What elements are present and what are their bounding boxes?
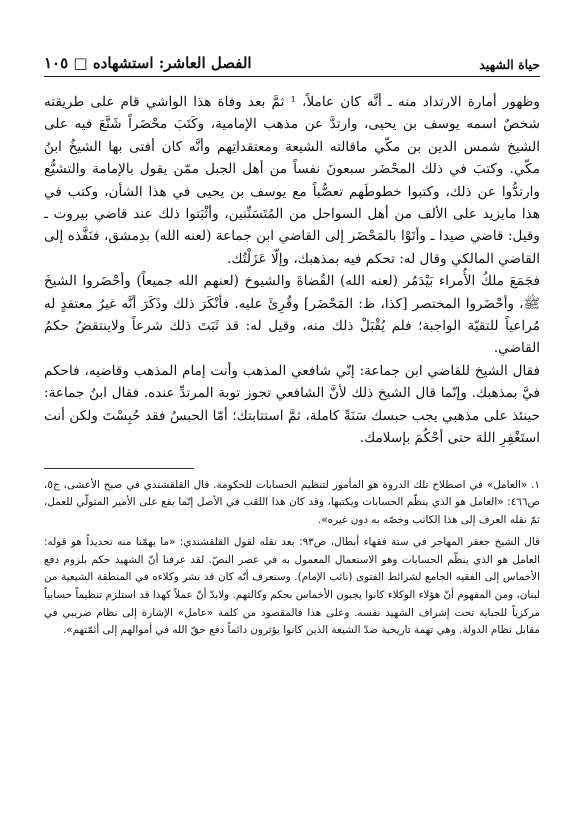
footnote-divider (44, 468, 194, 469)
footnotes (44, 477, 540, 640)
main-text (44, 91, 540, 450)
paragraph: فقال الشيخ للقاضي ابن جماعة: إنّي شافعي المذهب وأنت إمام المذهب وقاضيه، فاحكم فيَّ بمذهبك. وإنّما قال الشيخ ذلك لأنَّ الشافعي تجوز توبة المرتدِّ عنده. فقال ابنُ جماعة: حينئذ على مذهبي يجب حبسك سَنَةً كاملة، ثمَّ استتابتك؛ أمّا الحبسُ فقد حُبِسْتَ ولكن أنت استَغْفِرِ اللهَ حتى أحْكُمَ بإسلامك. (44, 362, 540, 447)
paragraph: وظهور أمارة الارتداد منه ـ أنَّه كان عاملاً، ¹ ثمَّ بعد وفاة هذا الواشي قام على طريقته شخصٌ اسمه يوسف بن يحيى، وارتدَّ عن مذهب الإمامية، وكَتَبَ محْضَراً شَنَّعَ فيه على الشيخ شمس الدين بن مكّي ماقالته الشيعة ومعتقداتِهم وأنَّه كان أفتى بها الشيخُ ابنُ مكّي. وكتبَ في ذلك المحْضَر سبعونَ نفساً من أهل الجبل ممّن يقول بالإمامة والتشيُّع وارتدُّوا عن ذلك، وكتبوا خطوطَهم تعصُّباً مع يوسف بن يحيى في هذا الشأن، وكتب في هذا مايزيد على الألف من أهل السواحل من المُتَسَنِّنين، وأثْبَتوا ذلك عند قاضي بيروت ـ وقيل: قاضي صيدا ـ وأتَوْا بالمَحْضَر إلى القاضي ابن جماعة (لعنه الله) بدِمشق، فنَفَّذه إلى القاضي المالكي وقال له: تحكم فيه بمذهبك، وإلّا عَزَلْتُك. (44, 94, 540, 267)
footnote: ١. «العامل» في اصطلاح تلك الدروة هو المأمور لتنظيم الحسابات للحكومة. قال القلقشندي في صبح الأعشى، ج٥، ص٤٦٦: «العامل هو الذي ينظّم الحسابات ويكتبها، وقد كان هذا اللقب في الأصل إنّما يقع على الأمير المتولّي للعمل، ثمّ نقله العرف إلى هذا الكاتب وخصّه به دون غيره». (44, 478, 540, 526)
book-title: حياة الشهيد (479, 57, 540, 72)
chapter-title: الفصل العاشر: استشهاده (92, 54, 252, 72)
footnote: قال الشيخ جعفر المهاجر في ستة فقهاء أبطال، ص٩٣: بعد نقله لقول القلقشندي: «ما يهمّنا منه تحديداً هو قوله: العامل هو الذي ينظّم الحسابات وهو الاستعمال المعمول به في عصر النصّ. لقد عرفنا أنّ الشهيد حكم بلزوم دفع الأخماس إلى الفقيه الجامع لشرائط الفتوى (نائب الإمام). وسنعرف أنّه كان قد نشر وكلاءه في المنطقة الشيعية من لبنان، ومن المفهوم أنّ هؤلاء الوكلاء كانوا يجبون الأخماس بحكم وكالتهم. ولابدّ أنّ عملاً كهذا قد استلزم تنظيماً حسابياً مركزياً للجباية تحت إشراف الشهيد نفسه. وعلى هذا فالمقصود من كلمة «عامل» الإشارة إلى نظام ضريبي في مقابل نظام الدولة. وهي تهمة تاريخية ضدّ الشيعة الذين كانوا يؤثرون دائماً دفع حقّ الله في أموالهم إلى أئمّتهم». (44, 536, 540, 637)
book-page (44, 48, 540, 818)
running-header (44, 48, 540, 77)
header-separator: □ (73, 54, 88, 72)
paragraph: فجَمَعَ ملكُ الأُمراء بَيْدَمُر (لعنه الله) القُضاةَ والشيوخ (لعنهم الله جميعاً) وأحْضَروا الشيخَ ﷺ، وأحْضَروا المختصر [كذا، ظ: المَحْضَر] وقُرِئَ عليه. فأنْكَرَ ذلك وذَكَرَ أنَّه غيرُ معتقدٍ له مُراعياً للتقيّة الواجبة؛ فلم يُقْبَلْ ذلك منه، وقيل له: قد ثَبَتَ ذلك شرعاً ولاينتقضُ حكمُ القاضي. (44, 273, 540, 357)
page-number: ١٠٥ (44, 54, 69, 72)
chapter-and-page (44, 54, 252, 72)
